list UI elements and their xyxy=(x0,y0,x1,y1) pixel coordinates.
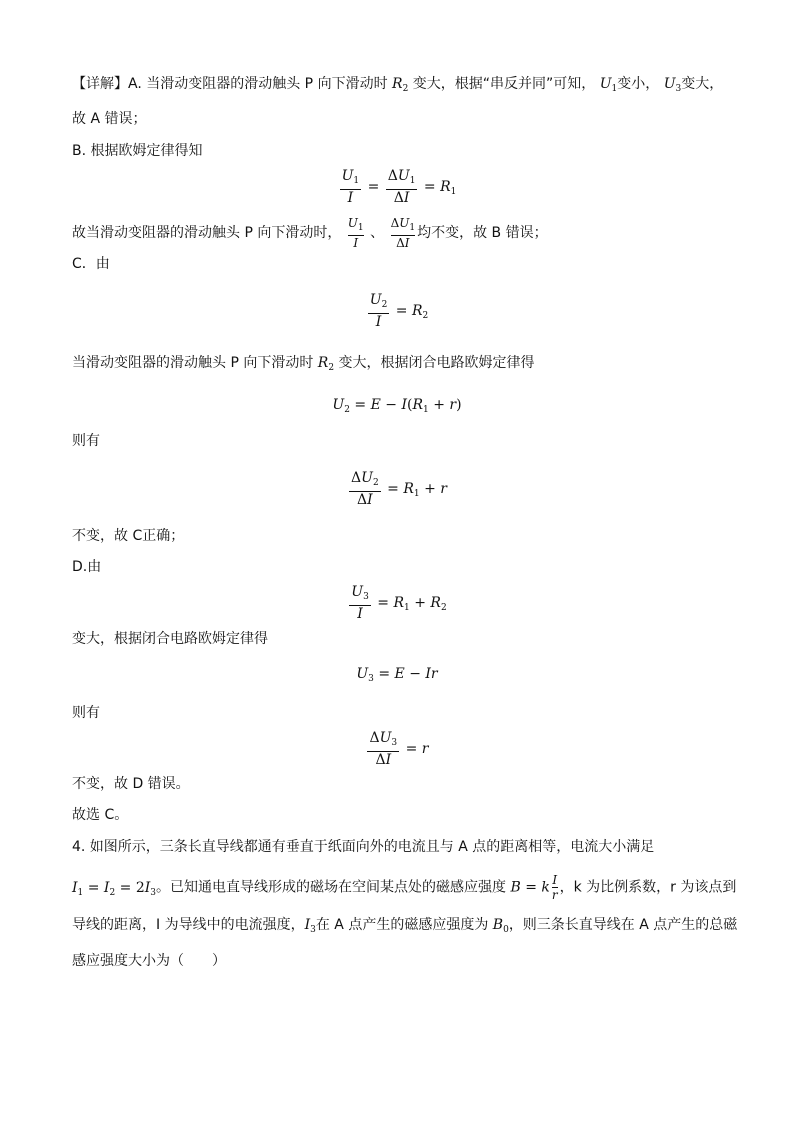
text: 。已知通电直导线形成的磁场在空间某点处的磁感应强度 xyxy=(156,879,506,896)
equation-c3: $\frac{\Delta U_2}{\Delta I}$ = $R_1 + r$ xyxy=(351,470,447,508)
frac-i-r: $\frac{I}{r}$ xyxy=(551,873,558,902)
math-r2: $R_2$ xyxy=(392,76,409,94)
text: 变小， xyxy=(617,76,660,92)
detail-line-a2: 故 A 错误； xyxy=(72,111,147,127)
text: 【详解】A. 当滑动变阻器的滑动触头 P 向下滑动时 xyxy=(72,76,388,92)
equation-b: $\frac{U_1}{I}$ = $\frac{\Delta U_1}{\Delta I}$ = $R_1$ xyxy=(341,168,457,206)
detail-line-c4: 不变，故 C正确； xyxy=(72,528,185,544)
frac-u1-i: $\frac{U_1}{I}$ xyxy=(347,216,364,250)
text: 变大，根据“串反并同”可知， xyxy=(412,76,596,92)
text: 导线的距离，I 为导线中的电流强度， xyxy=(72,917,305,933)
text: 当滑动变阻器的滑动触头 P 向下滑动时 xyxy=(72,355,314,371)
text: 在 A 点产生的磁感应强度为 xyxy=(315,917,489,933)
frac-du1-di: $\frac{\Delta U_1}{\Delta I}$ xyxy=(390,216,416,250)
detail-line-d: D.由 xyxy=(72,559,102,575)
equation-c2: $U_2 = E - I(R_1 + r)$ xyxy=(332,397,462,415)
equation-d2: $U_3 = E - Ir$ xyxy=(356,666,438,684)
detail-line-b: B. 根据欧姆定律得知 xyxy=(72,143,203,159)
math-r2: $R_2$ xyxy=(317,355,335,373)
text: 变大， xyxy=(681,76,724,92)
text: 均不变，故 B 错误； xyxy=(417,225,548,241)
equation-d3: $\frac{\Delta U_3}{\Delta I}$ = r xyxy=(369,730,429,768)
detail-line-b2 xyxy=(72,216,734,250)
text: 故当滑动变阻器的滑动触头 P 向下滑动时， xyxy=(72,225,342,241)
text: ，则三条长直导线在 A 点产生的总磁 xyxy=(508,917,738,933)
question-4-line-4: 感应强度大小为（ ） xyxy=(72,953,226,969)
math-b-formula: B = k xyxy=(510,879,550,896)
question-4-line-3 xyxy=(72,916,738,939)
detail-line-d3: 则有 xyxy=(72,705,100,721)
detail-line-a xyxy=(72,75,734,98)
text: 变大，根据闭合电路欧姆定律得 xyxy=(338,355,535,371)
math-currents: $I_1 = I_2 = 2I_3$ xyxy=(72,879,156,898)
detail-line-d4: 不变，故 D 错误。 xyxy=(72,776,190,792)
answer-line: 故选 C。 xyxy=(72,807,129,823)
math-b0: $B_0$ xyxy=(492,917,509,935)
math-u1: $U_1$ xyxy=(599,76,618,94)
detail-line-c2 xyxy=(72,354,734,377)
detail-line-d2: 变大，根据闭合电路欧姆定律得 xyxy=(72,631,268,647)
text: 、 xyxy=(370,225,385,241)
math-u3: $U_3$ xyxy=(663,76,682,94)
detail-line-c3: 则有 xyxy=(72,433,100,449)
detail-line-c: C．由 xyxy=(72,256,110,272)
math-i3: $I_3$ xyxy=(304,917,316,935)
equation-d1: $\frac{U_3}{I}$ = $R_1 + R_2$ xyxy=(351,584,447,622)
question-4-line-2 xyxy=(72,873,737,902)
equation-c1: $\frac{U_2}{I}$ = $R_2$ xyxy=(369,292,429,330)
text: ，k 为比例系数，r 为该点到 xyxy=(559,879,737,896)
question-4-line-1: 4. 如图所示，三条长直导线都通有垂直于纸面向外的电流且与 A 点的距离相等，电流大小满足 xyxy=(72,839,655,855)
